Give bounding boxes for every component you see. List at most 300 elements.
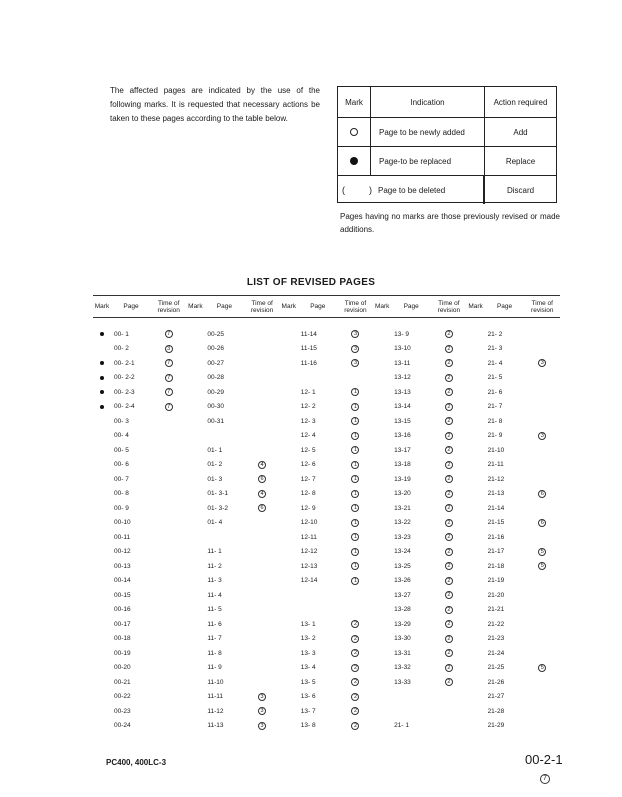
entry-mark (373, 661, 391, 676)
replace-mark-icon (100, 390, 104, 394)
entry-mark (467, 472, 485, 487)
entry-mark (93, 646, 111, 661)
entry-page: 12- 7 (300, 475, 316, 483)
list-entry (186, 632, 279, 647)
list-entry (186, 545, 279, 560)
entry-mark (467, 342, 485, 357)
entry-revision (244, 371, 279, 386)
revision-circle-icon: 1 (351, 562, 359, 570)
entry-page: 11-11 (207, 693, 224, 701)
entry-page: 00- 1 (114, 330, 129, 338)
list-entry (373, 400, 466, 415)
replace-mark-icon (100, 332, 104, 336)
entry-revision (338, 545, 373, 560)
entry-page: 00- 2-1 (114, 359, 135, 367)
open-circle-icon (350, 128, 358, 136)
entry-mark (280, 704, 298, 719)
entry-mark (186, 675, 204, 690)
entry-mark (186, 414, 204, 429)
entry-page: 12-10 (300, 519, 318, 527)
entry-mark (186, 617, 204, 632)
list-entry (373, 530, 466, 545)
entry-page: 00-14 (114, 577, 131, 585)
entry-revision (244, 472, 279, 487)
header-page: Page (123, 303, 139, 310)
revision-circle-icon: 4 (258, 461, 266, 469)
entry-mark (280, 356, 298, 371)
entry-revision (338, 617, 373, 632)
entry-revision (431, 704, 466, 719)
entry-mark (280, 617, 298, 632)
entry-revision (525, 588, 560, 603)
header-mark: Mark (94, 303, 110, 310)
list-entry (186, 429, 279, 444)
list-entry (280, 414, 373, 429)
list-entry (467, 458, 560, 473)
list-entry (280, 371, 373, 386)
entry-page: 00- 9 (114, 504, 129, 512)
list-entry (280, 545, 373, 560)
entry-revision (338, 501, 373, 516)
revision-circle-icon: 5 (538, 562, 546, 570)
entry-revision (525, 675, 560, 690)
entry-mark (93, 574, 111, 589)
entry-page: 13-27 (394, 591, 411, 599)
entry-page: 13-30 (394, 635, 411, 643)
entry-revision (151, 501, 186, 516)
entry-mark (186, 559, 204, 574)
entry-revision (431, 385, 466, 400)
list-entry (93, 414, 186, 429)
entry-revision (431, 559, 466, 574)
header-mark: Mark (468, 303, 483, 310)
list-entry (280, 472, 373, 487)
list-entry (93, 603, 186, 618)
revision-circle-icon: 2 (445, 649, 453, 657)
entry-page: 00-30 (207, 403, 225, 411)
entry-mark (186, 704, 204, 719)
entry-page: 00-22 (114, 693, 131, 701)
entry-mark (280, 603, 298, 618)
entry-revision (525, 617, 560, 632)
entry-page: 21-24 (487, 649, 505, 657)
revision-circle-icon: 3 (538, 359, 546, 367)
entry-page: 12-13 (300, 562, 318, 570)
entry-mark (280, 545, 298, 560)
list-entry (373, 385, 466, 400)
revision-circle-icon: 2 (445, 635, 453, 643)
entry-page: 11- 8 (207, 649, 222, 657)
entry-mark (373, 516, 391, 531)
entry-revision (151, 632, 186, 647)
legend-row-discard (338, 176, 556, 204)
header-group (186, 296, 279, 317)
entry-mark (373, 443, 391, 458)
entry-page: 21- 5 (487, 374, 503, 382)
entry-revision (431, 617, 466, 632)
revision-circle-icon: 1 (351, 446, 359, 454)
entry-revision (244, 414, 279, 429)
entry-page: 00-13 (114, 562, 131, 570)
revision-circle-icon: 3 (258, 722, 266, 730)
entry-revision (431, 661, 466, 676)
entry-page: 21-19 (487, 577, 505, 585)
list-row (93, 400, 560, 415)
entry-revision (338, 458, 373, 473)
entry-page: 11-13 (207, 722, 224, 730)
entry-page: 21-13 (487, 490, 505, 498)
entry-page: 11- 7 (207, 635, 222, 643)
entry-page: 12- 5 (300, 446, 316, 454)
entry-page: 21-11 (487, 461, 504, 469)
entry-mark (467, 356, 485, 371)
list-entry (93, 501, 186, 516)
revision-circle-icon: 2 (445, 432, 453, 440)
entry-page: 13- 4 (300, 664, 316, 672)
entry-mark (373, 356, 391, 371)
list-row (93, 719, 560, 734)
list-entry (280, 690, 373, 705)
list-entry (93, 661, 186, 676)
entry-mark (373, 371, 391, 386)
entry-page: 21- 6 (487, 388, 503, 396)
entry-mark (373, 342, 391, 357)
list-entry (186, 675, 279, 690)
list-entry (467, 704, 560, 719)
entry-mark (467, 487, 485, 502)
entry-revision (151, 719, 186, 734)
list-entry (93, 690, 186, 705)
revision-circle-icon: 2 (445, 678, 453, 686)
entry-mark (93, 632, 111, 647)
entry-revision (525, 661, 560, 676)
entry-revision (338, 516, 373, 531)
header-mark: Mark (188, 303, 203, 310)
entry-revision (244, 356, 279, 371)
entry-mark (373, 574, 391, 589)
list-entry (186, 487, 279, 502)
entry-page: 12-11 (300, 533, 317, 541)
entry-mark (467, 458, 485, 473)
entry-mark (280, 414, 298, 429)
list-row (93, 472, 560, 487)
entry-mark (93, 371, 111, 386)
entry-page (391, 704, 431, 719)
header-page: Page (310, 303, 326, 310)
list-entry (280, 675, 373, 690)
entry-revision (244, 603, 279, 618)
entry-mark (280, 472, 298, 487)
list-entry (186, 719, 279, 734)
list-entry (373, 617, 466, 632)
entry-revision (431, 458, 466, 473)
list-entry (373, 443, 466, 458)
entry-mark (93, 588, 111, 603)
entry-mark (280, 530, 298, 545)
revision-circle-icon: 2 (351, 649, 359, 657)
header-group (93, 296, 186, 317)
list-entry (467, 371, 560, 386)
replace-mark-icon (100, 376, 104, 380)
list-entry (373, 559, 466, 574)
list-entry (467, 603, 560, 618)
entry-revision (525, 545, 560, 560)
entry-page: 13-19 (394, 475, 411, 483)
entry-page: 00-20 (114, 664, 131, 672)
entry-mark (467, 632, 485, 647)
list-row (93, 661, 560, 676)
list-entry (280, 458, 373, 473)
list-entry (467, 385, 560, 400)
revision-circle-icon: 2 (445, 548, 453, 556)
entry-page: 00- 2 (114, 345, 129, 353)
entry-page: 00- 8 (114, 490, 129, 498)
entry-page (204, 530, 244, 545)
entry-revision (244, 487, 279, 502)
revision-circle-icon: 2 (445, 606, 453, 614)
list-entry (373, 704, 466, 719)
entry-revision (151, 690, 186, 705)
entry-revision (244, 661, 279, 676)
entry-mark (467, 690, 485, 705)
revision-circle-icon: 2 (351, 664, 359, 672)
list-entry (186, 559, 279, 574)
list-row (93, 414, 560, 429)
list-entry (93, 588, 186, 603)
list-entry (93, 632, 186, 647)
entry-revision (151, 545, 186, 560)
entry-page: 13-31 (394, 649, 411, 657)
entry-page: 01- 2 (207, 461, 223, 469)
legend-row-add (338, 118, 556, 147)
entry-page: 00-25 (207, 330, 225, 338)
entry-mark (467, 661, 485, 676)
entry-mark (93, 516, 111, 531)
entry-mark (280, 675, 298, 690)
entry-mark (93, 719, 111, 734)
entry-mark (280, 632, 298, 647)
entry-revision (338, 385, 373, 400)
entry-page: 13-14 (394, 403, 411, 411)
entry-mark (93, 545, 111, 560)
entry-mark (373, 646, 391, 661)
entry-page: 21-16 (487, 533, 505, 541)
list-entry (186, 356, 279, 371)
entry-revision (151, 574, 186, 589)
revision-circle-icon: 7 (165, 388, 173, 396)
entry-revision (431, 356, 466, 371)
entry-revision (151, 603, 186, 618)
list-entry (373, 342, 466, 357)
revision-circle-icon: 1 (351, 432, 359, 440)
entry-mark (93, 559, 111, 574)
entry-page: 11- 3 (207, 577, 222, 585)
entry-revision (431, 675, 466, 690)
entry-revision (525, 414, 560, 429)
entry-mark (93, 472, 111, 487)
entry-revision (151, 400, 186, 415)
entry-mark (280, 342, 298, 357)
entry-mark (467, 603, 485, 618)
entry-revision (525, 690, 560, 705)
entry-page: 12-14 (300, 577, 318, 585)
entry-page: 13-11 (394, 359, 411, 367)
list-entry (186, 414, 279, 429)
entry-page: 11-14 (300, 330, 317, 338)
entry-mark (467, 516, 485, 531)
revision-circle-icon: 1 (351, 490, 359, 498)
entry-revision (525, 429, 560, 444)
list-entry (280, 719, 373, 734)
entry-mark (186, 356, 204, 371)
entry-revision (244, 342, 279, 357)
entry-page: 00-15 (114, 591, 131, 599)
list-entry (93, 429, 186, 444)
revision-circle-icon: 3 (351, 330, 359, 338)
entry-revision (431, 472, 466, 487)
revision-circle-icon: 7 (165, 374, 173, 382)
list-entry (280, 530, 373, 545)
entry-mark (373, 501, 391, 516)
entry-mark (186, 661, 204, 676)
list-entry (467, 690, 560, 705)
entry-revision (244, 327, 279, 342)
revision-circle-icon: 6 (538, 490, 546, 498)
entry-page: 12- 8 (300, 490, 316, 498)
entry-revision (244, 675, 279, 690)
entry-revision (431, 327, 466, 342)
entry-revision (151, 342, 186, 357)
list-entry (373, 545, 466, 560)
list-entry (186, 385, 279, 400)
entry-revision (244, 690, 279, 705)
list-entry (373, 646, 466, 661)
list-row (93, 356, 560, 371)
header-page: Page (216, 303, 232, 310)
entry-page: 21- 7 (487, 403, 503, 411)
list-entry (467, 530, 560, 545)
revision-circle-icon: 2 (445, 345, 453, 353)
list-entry (467, 574, 560, 589)
list-entry (93, 574, 186, 589)
entry-page (298, 588, 338, 603)
entry-revision (338, 530, 373, 545)
revision-circle-icon: 7 (165, 330, 173, 338)
entry-page: 13- 8 (300, 722, 316, 730)
entry-revision (338, 342, 373, 357)
entry-page: 11-16 (300, 359, 317, 367)
entry-revision (431, 487, 466, 502)
entry-page: 00- 4 (114, 432, 129, 440)
entry-mark (186, 516, 204, 531)
entry-mark (280, 501, 298, 516)
entry-revision (338, 588, 373, 603)
list-entry (186, 516, 279, 531)
entry-mark (280, 443, 298, 458)
list-entry (373, 690, 466, 705)
revision-circle-icon: 5 (538, 664, 546, 672)
entry-revision (525, 516, 560, 531)
revision-circle-icon: 2 (445, 461, 453, 469)
entry-revision (338, 690, 373, 705)
list-entry (467, 327, 560, 342)
entry-revision (338, 472, 373, 487)
revision-circle-icon: 1 (351, 548, 359, 556)
entry-revision (338, 487, 373, 502)
entry-page (298, 371, 338, 386)
revision-circle-icon: 3 (165, 345, 173, 353)
entry-revision (338, 603, 373, 618)
entry-mark (373, 545, 391, 560)
list-entry (467, 646, 560, 661)
entry-page: 21-12 (487, 475, 505, 483)
replace-mark-icon (100, 361, 104, 365)
list-entry (93, 545, 186, 560)
list-row (93, 588, 560, 603)
list-entry (93, 458, 186, 473)
list-entry (93, 675, 186, 690)
list-entry (93, 559, 186, 574)
list-entry (373, 632, 466, 647)
entry-mark (280, 487, 298, 502)
entry-mark (467, 559, 485, 574)
list-row (93, 603, 560, 618)
entry-revision (244, 588, 279, 603)
entry-revision (525, 704, 560, 719)
entry-revision (525, 400, 560, 415)
entry-mark (186, 443, 204, 458)
entry-mark (93, 617, 111, 632)
entry-page: 21- 1 (394, 722, 409, 730)
list-entry (373, 371, 466, 386)
entry-revision (525, 574, 560, 589)
entry-mark (93, 690, 111, 705)
entry-page: 13- 9 (394, 330, 409, 338)
entry-revision (244, 574, 279, 589)
entry-revision (244, 516, 279, 531)
list-row (93, 646, 560, 661)
entry-revision (244, 617, 279, 632)
entry-page: 13-10 (394, 345, 411, 353)
list-entry (467, 400, 560, 415)
entry-revision (151, 646, 186, 661)
entry-revision (525, 443, 560, 458)
entry-mark (186, 400, 204, 415)
entry-page: 13-21 (394, 504, 411, 512)
entry-revision (431, 400, 466, 415)
revision-circle-icon: 1 (351, 519, 359, 527)
list-row (93, 327, 560, 342)
list-entry (280, 342, 373, 357)
legend-indication: Page-to be replaced (371, 147, 485, 175)
entry-mark (467, 501, 485, 516)
entry-mark (186, 458, 204, 473)
entry-mark (373, 632, 391, 647)
revision-circle-icon: 7 (165, 359, 173, 367)
list-row (93, 458, 560, 473)
legend-header-action: Action required (493, 97, 548, 107)
list-row (93, 559, 560, 574)
list-entry (280, 646, 373, 661)
paren-left: ( (342, 185, 345, 195)
entry-mark (373, 487, 391, 502)
list-entry (467, 443, 560, 458)
entry-revision (151, 458, 186, 473)
revision-circle-icon: 1 (351, 388, 359, 396)
entry-page: 11- 1 (207, 548, 222, 556)
entry-page: 00- 6 (114, 461, 129, 469)
entry-revision (431, 443, 466, 458)
